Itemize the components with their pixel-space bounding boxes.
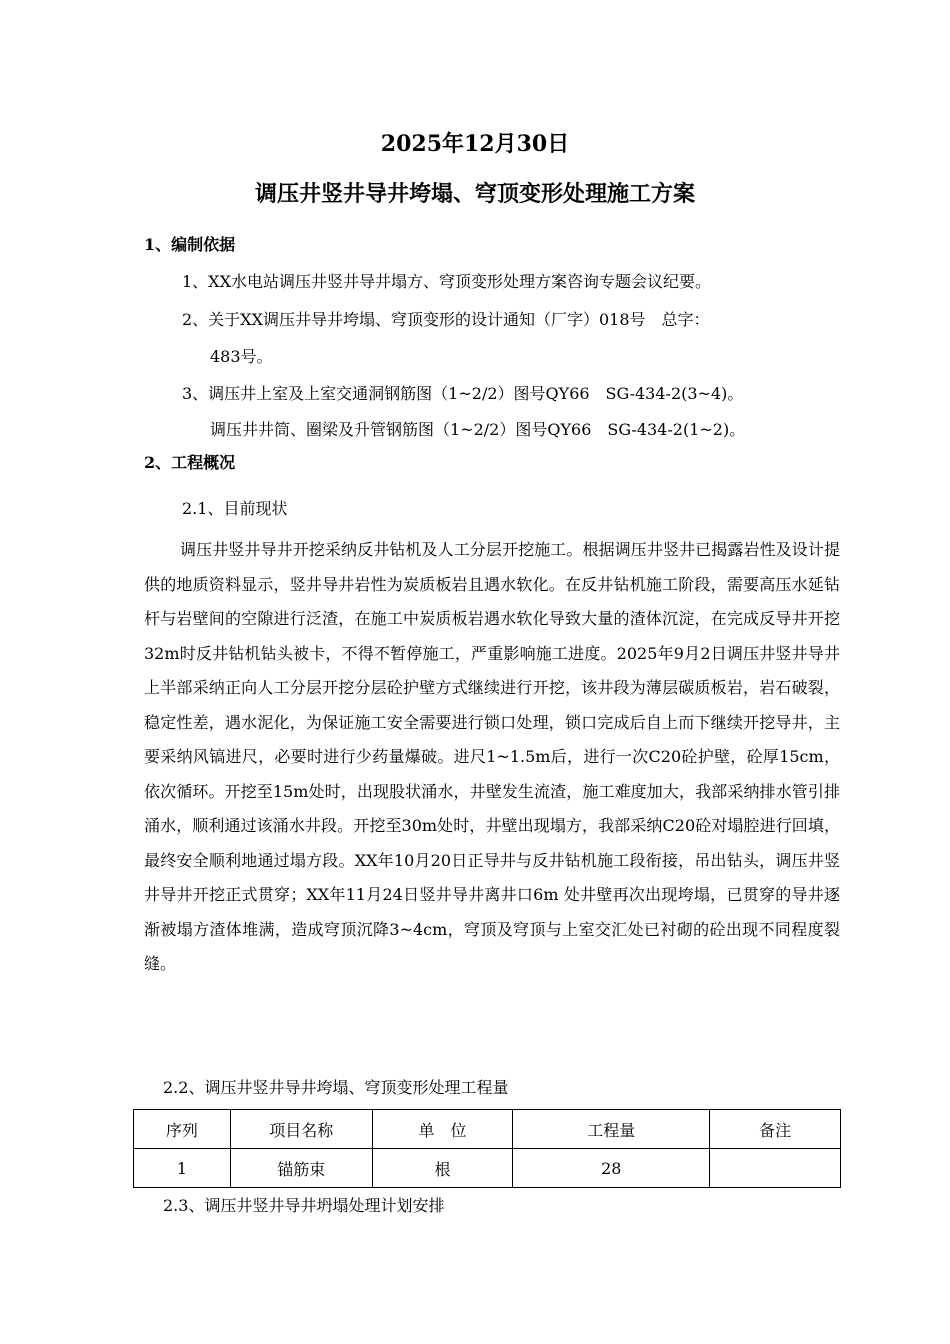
basis-item-2: 2、关于XX调压井导井垮塌、穹顶变形的设计通知（厂字）018号 总字： <box>182 310 710 329</box>
quantity-table <box>133 1109 841 1188</box>
basis-item-1: 1、XX水电站调压井竖井导井塌方、穹顶变形处理方案咨询专题会议纪要。 <box>182 272 711 291</box>
basis-item-2-cont: 483号。 <box>210 347 273 366</box>
table-header-row <box>134 1110 841 1149</box>
table-cell: 1 <box>134 1149 231 1188</box>
main-title: 调压井竖井导井垮塌、穹顶变形处理施工方案 <box>254 181 695 207</box>
status-paragraph: 调压井竖井导井开挖采纳反井钻机及人工分层开挖施工。根据调压井竖井已揭露岩性及设计提供的地质资料显示，竖井导井岩性为炭质板岩且遇水软化。在反井钻机施工阶段，需要高压水延钻杆与岩壁间的空隙进行泛渣，在施工中炭质板岩遇水软化导致大量的渣体沉淀，在完成反导井开挖32m时反井钻机钻头被卡，不得不暂停施工，严重影响施工进度。2025年9月2日调压井竖井导井上半部采纳正向人工分层开挖分层砼护壁方式继续进行开挖，该井段为薄层碳质板岩，岩石破裂，稳定性差，遇水泥化，为保证施工安全需要进行锁口处理，锁口完成后自上而下继续开挖导井，主要采纳风镐进尺，必要时进行少药量爆破。进尺1~1.5m后，进行一次C20砼护壁，砼厚15cm，依次循环。开挖至15m处时，出现股状涌水，井壁发生流渣，施工难度加大，我部采纳排水管引排涌水，顺利通过该涌水井段。开挖至30m处时，井壁出现塌方，我部采纳C20砼对塌腔进行回填，最终安全顺利地通过塌方段。XX年10月20日正导井与反井钻机施工段衔接，吊出钻头，调压井竖井导井开挖正式贯穿；XX年11月24日竖井导井离井口6m 处井壁再次出现垮塌，已贯穿的导井逐渐被塌方渣体堆满，造成穹顶沉降3~4cm，穹顶及穹顶与上室交汇处已衬砌的砼出现不同程度裂缝。 <box>144 540 840 973</box>
subsection-2-2: 2.2、调压井竖井导井垮塌、穹顶变形处理工程量 <box>163 1078 509 1097</box>
section1-heading: 1、编制依据 <box>144 235 236 254</box>
basis-item-3-cont: 调压井井筒、圈梁及升管钢筋图（1~2/2）图号QY66 SG-434-2(1~2)。 <box>210 420 746 439</box>
table-cell <box>710 1149 841 1188</box>
subsection-2-1: 2.1、目前现状 <box>182 499 288 518</box>
table-header-cell: 备注 <box>710 1110 841 1149</box>
basis-item-3: 3、调压井上室及上室交通洞钢筋图（1~2/2）图号QY66 SG-434-2(3~4)。 <box>182 384 744 403</box>
table-cell: 根 <box>372 1149 513 1188</box>
date-title: 2025年12月30日 <box>380 131 570 157</box>
table-cell: 28 <box>513 1149 710 1188</box>
subsection-2-3: 2.3、调压井竖井导井坍塌处理计划安排 <box>163 1196 445 1215</box>
table-row <box>134 1149 841 1188</box>
table-cell: 锚筋束 <box>230 1149 372 1188</box>
table-header-cell: 单 位 <box>372 1110 513 1149</box>
table-header-cell: 工程量 <box>513 1110 710 1149</box>
table-header-cell: 项目名称 <box>230 1110 372 1149</box>
section2-heading: 2、工程概况 <box>144 453 236 472</box>
table-header-cell: 序列 <box>134 1110 231 1149</box>
